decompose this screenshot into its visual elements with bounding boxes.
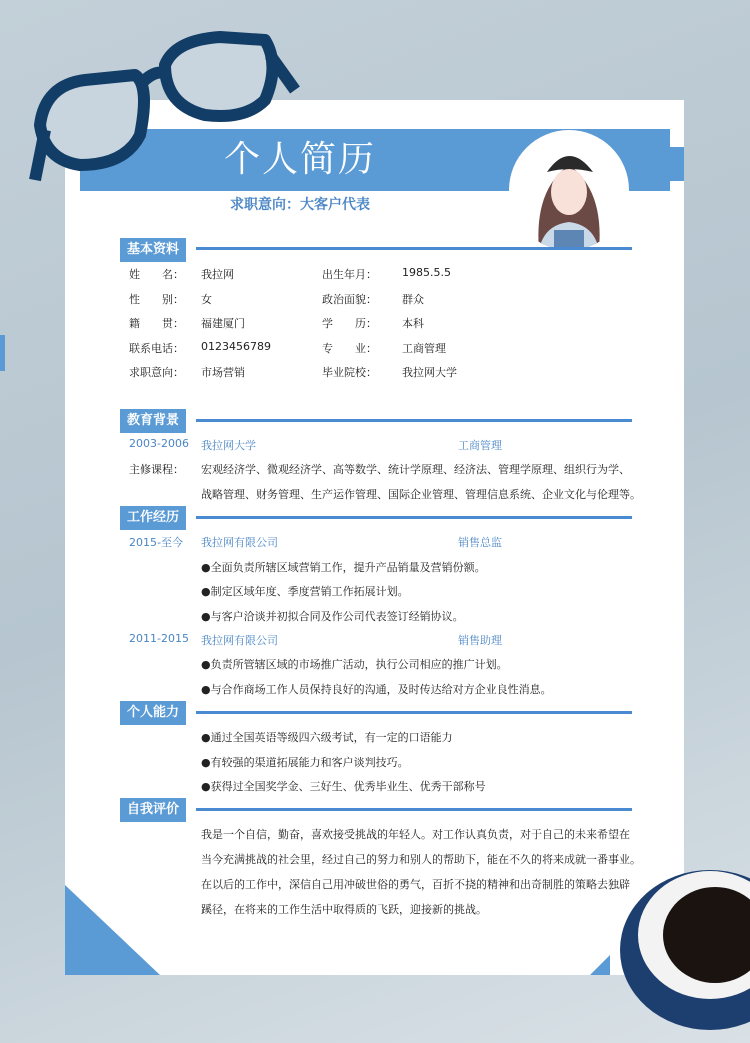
field-label: 求职意向： bbox=[129, 366, 184, 379]
section-work: 工作经历 bbox=[120, 506, 186, 530]
page-title: 个人简历 bbox=[223, 139, 376, 180]
self-line: 蹊径，在将来的工作生活中取得质的飞跃，迎接新的挑战。 bbox=[201, 903, 487, 916]
glasses-decoration bbox=[25, 25, 305, 195]
divider bbox=[196, 419, 632, 422]
avatar bbox=[509, 130, 629, 250]
divider bbox=[196, 516, 632, 519]
field-value: 女 bbox=[201, 293, 212, 306]
field-label: 出生年月： bbox=[322, 268, 377, 281]
skill-item: ●通过全国英语等级四六级考试，有一定的口语能力 bbox=[201, 731, 453, 744]
self-line: 在以后的工作中，深信自己用冲破世俗的勇气，百折不挠的精神和出奇制胜的策略去独辟 bbox=[201, 878, 630, 891]
field-label: 性 别： bbox=[129, 293, 184, 306]
left-accent-strip bbox=[0, 335, 5, 371]
section-self: 自我评价 bbox=[120, 798, 186, 822]
work-period: 2015-至今 bbox=[129, 536, 183, 549]
section-education: 教育背景 bbox=[120, 409, 186, 433]
job-intent: 求职意向：大客户代表 bbox=[230, 197, 370, 213]
courses-line: 宏观经济学、微观经济学、高等数学、统计学原理、经济法、管理学原理、组织行为学、 bbox=[201, 463, 630, 476]
self-line: 我是一个自信，勤奋，喜欢接受挑战的年轻人。对工作认真负责，对于自己的未来希望在 bbox=[201, 828, 630, 841]
field-value: 市场营销 bbox=[201, 366, 245, 379]
field-label: 毕业院校： bbox=[322, 366, 377, 379]
work-period: 2011-2015 bbox=[129, 632, 189, 645]
corner-triangle bbox=[65, 885, 160, 975]
field-value: 我拉网大学 bbox=[402, 366, 457, 379]
work-company: 我拉网有限公司 bbox=[201, 634, 278, 647]
work-item: ●与合作商场工作人员保持良好的沟通，及时传达给对方企业良性消息。 bbox=[201, 683, 552, 696]
work-position: 销售助理 bbox=[458, 634, 502, 647]
field-value: 群众 bbox=[402, 293, 424, 306]
work-company: 我拉网有限公司 bbox=[201, 536, 278, 549]
field-label: 联系电话： bbox=[129, 342, 184, 355]
courses-line: 战略管理、财务管理、生产运作管理、国际企业管理、管理信息系统、企业文化与伦理等。 bbox=[201, 488, 641, 501]
skill-item: ●获得过全国奖学金、三好生、优秀毕业生、优秀干部称号 bbox=[201, 780, 486, 793]
divider bbox=[196, 808, 632, 811]
work-item: ●全面负责所辖区域营销工作，提升产品销量及营销份额。 bbox=[201, 561, 486, 574]
field-value: 工商管理 bbox=[402, 342, 446, 355]
divider bbox=[196, 711, 632, 714]
field-label: 政治面貌： bbox=[322, 293, 377, 306]
work-item: ●与客户洽谈并初拟合同及作公司代表签订经销协议。 bbox=[201, 610, 464, 623]
section-skills: 个人能力 bbox=[120, 701, 186, 725]
field-value: 我拉网 bbox=[201, 268, 234, 281]
field-label: 专 业： bbox=[322, 342, 377, 355]
field-label: 学 历： bbox=[322, 317, 377, 330]
section-basic: 基本资料 bbox=[120, 238, 186, 262]
work-item: ●制定区域年度、季度营销工作拓展计划。 bbox=[201, 585, 409, 598]
divider bbox=[196, 247, 632, 250]
field-value: 1985.5.5 bbox=[402, 266, 451, 279]
field-value: 福建厦门 bbox=[201, 317, 245, 330]
field-value: 本科 bbox=[402, 317, 424, 330]
coffee-cup-decoration bbox=[600, 840, 750, 1043]
field-label: 籍 贯： bbox=[129, 317, 184, 330]
edu-period: 2003-2006 bbox=[129, 437, 189, 450]
field-value: 0123456789 bbox=[201, 340, 271, 353]
work-position: 销售总监 bbox=[458, 536, 502, 549]
skill-item: ●有较强的渠道拓展能力和客户谈判技巧。 bbox=[201, 756, 409, 769]
field-label: 姓 名： bbox=[129, 268, 184, 281]
self-line: 当今充满挑战的社会里，经过自己的努力和别人的帮助下，能在不久的将来成就一番事业。 bbox=[201, 853, 641, 866]
work-item: ●负责所管辖区域的市场推广活动，执行公司相应的推广计划。 bbox=[201, 658, 508, 671]
courses-label: 主修课程： bbox=[129, 463, 184, 476]
edu-school: 我拉网大学 bbox=[201, 439, 256, 452]
header-tab bbox=[660, 147, 684, 181]
edu-major: 工商管理 bbox=[458, 439, 502, 452]
